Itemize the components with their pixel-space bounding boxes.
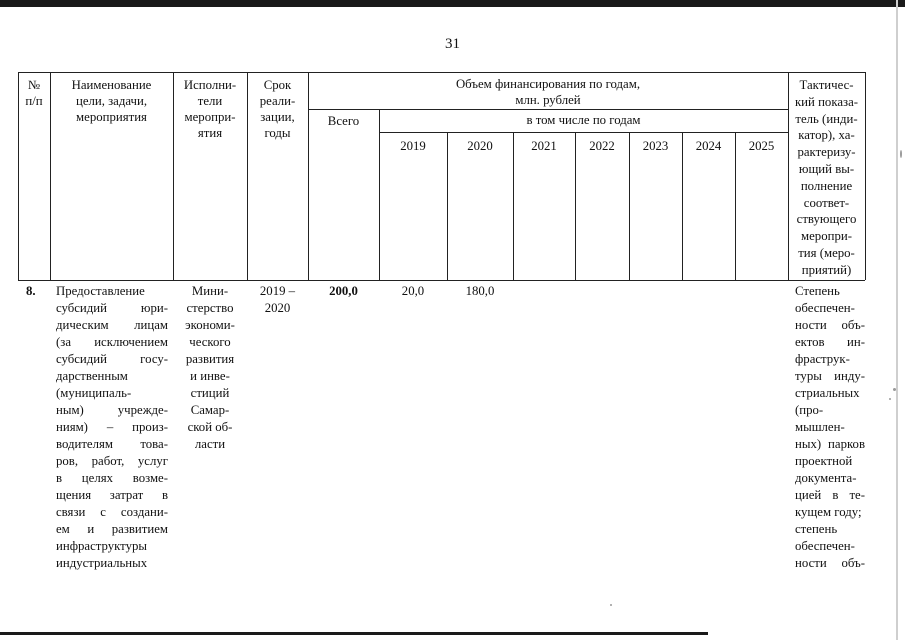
header-year-2019: 2019: [400, 139, 426, 153]
header-year-2022: 2022: [589, 139, 615, 153]
row-num: 8.: [26, 284, 36, 298]
row-total: 200,0: [329, 284, 358, 298]
header-year-2021: 2021: [531, 139, 557, 153]
row-value-2020: 180,0: [465, 284, 495, 298]
header-year-2025: 2025: [748, 139, 775, 153]
header-term: Срок реали- зации, годы: [259, 78, 296, 140]
header-indicator: Тактичес- кий показа- тель (инди- катор), ха- рактеризу- ющий вы- полнение соответ- ствующего меропри- тия (меро- приятий): [794, 78, 859, 277]
header-funding: Объем финансирования по годам, млн. рублей: [455, 77, 641, 107]
scan-speck: [893, 388, 896, 391]
header-year-2023: 2023: [642, 139, 669, 153]
header-year-2024: 2024: [695, 139, 722, 153]
scan-speck: [889, 398, 891, 400]
scan-edge-top: [0, 0, 905, 7]
scan-speck: [900, 150, 902, 158]
row-name: Предоставление субсидий юри- дическим лицам (за исключением субсидий госу- дарственным (муниципаль- ным) учрежде- ниям) – произ- водителям това- ров, работ, услуг в целях возме- щения затрат в связи с создани- ем и развитием инфраструктуры индустриальных: [56, 284, 168, 570]
page-number: 31: [445, 36, 460, 52]
row-executors: Мини- стерство экономи- ческого развития и инве- стиций Самар- ской об- ласти: [185, 284, 235, 451]
header-executors: Исполни- тели меропри- ятия: [183, 78, 237, 140]
header-name: Наименование цели, задачи, мероприятия: [71, 78, 152, 124]
scan-edge-bottom: [0, 632, 708, 635]
header-total: Всего: [327, 114, 360, 128]
scan-speck: [610, 604, 612, 606]
row-indicator: Степень обеспечен- ности объ- ектов ин- фраструк- туры инду- стриальных (про- мышлен- ных) парков проектной документа- цией в те- кущем году; степень обеспечен- ности объ-: [795, 284, 865, 570]
header-year-2020: 2020: [467, 139, 493, 153]
scan-edge-right: [896, 0, 898, 640]
header-by-years: в том числе по годам: [526, 113, 641, 127]
row-term: 2019 – 2020: [259, 284, 296, 315]
row-value-2019: 20,0: [401, 284, 425, 298]
header-num: № п/п: [25, 78, 43, 108]
